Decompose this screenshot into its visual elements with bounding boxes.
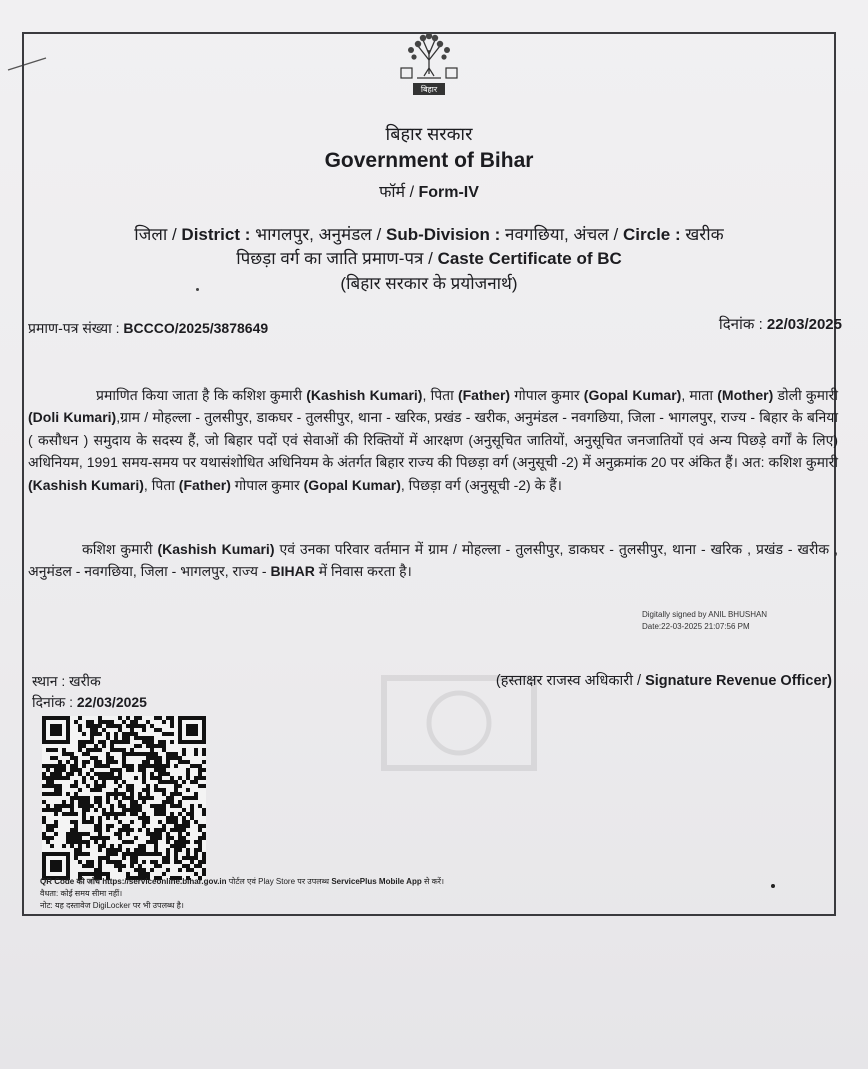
p2-text-c: एवं उनका परिवार वर्तमान में ग्राम / मोहल्ला - तुलसीपुर, डाकघर - तुलसीपुर, थाना - खरिक , प्रखंड - खरीक , अनुमंडल - नवगछिया, जिला - भागलपुर, राज्य -	[28, 541, 838, 580]
p1-text-i: डोली कुमारी	[773, 387, 839, 403]
p1-father-en-2: (Father)	[178, 476, 231, 493]
p1-name-en-2: (Kashish Kumari)	[28, 476, 144, 493]
certificate-title	[22, 246, 836, 269]
p1-text-q: , पिछड़ा वर्ग (अनुसूची -2) के हैं।	[400, 476, 562, 493]
certificate-number-label: प्रमाण-पत्र संख्या :	[28, 320, 120, 336]
p1-name-en: (Kashish Kumari)	[306, 387, 423, 403]
qr-code[interactable]	[42, 716, 206, 880]
certificate-purpose: (बिहार सरकार के प्रयोजनार्थ)	[340, 274, 518, 293]
qr-note-c: से करें।	[421, 877, 445, 886]
digital-signature	[642, 609, 767, 633]
certificate-number-value: BCCCO/2025/3878649	[123, 320, 269, 336]
signature-officer	[496, 670, 832, 690]
residence-paragraph	[28, 538, 838, 583]
circle-value: खरीक	[680, 225, 724, 244]
ink-dot-2	[771, 884, 775, 888]
p1-text-o: गोपाल कुमार	[230, 476, 304, 493]
certificate-date-value: 22/03/2025	[766, 316, 842, 333]
p2-text-a: कशिश कुमारी	[82, 541, 158, 557]
qr-url[interactable]: https://serviceonline.bihar.gov.in	[102, 877, 227, 886]
place-line	[32, 671, 147, 692]
place-date-block	[32, 671, 147, 713]
signature-label-hi: (हस्ताक्षर राजस्व अधिकारी /	[495, 673, 646, 689]
certificate-title-hi: पिछड़ा वर्ग का जाति प्रमाण-पत्र /	[236, 249, 438, 268]
p1-text-g: , माता	[681, 387, 718, 403]
location-line	[22, 222, 836, 245]
form-prefix: फॉर्म /	[379, 184, 419, 201]
qr-app-name: ServicePlus Mobile App	[331, 877, 422, 886]
digilocker-note: नोट: यह दस्तावेज DigiLocker पर भी उपलब्ध है।	[40, 901, 184, 910]
p2-name-en: (Kashish Kumari)	[157, 541, 275, 557]
validity-note: वैधता: कोई समय सीमा नहीं।	[40, 889, 123, 898]
form-name: Form-IV	[418, 184, 479, 201]
digital-signature-by: Digitally signed by ANIL BHUSHAN	[642, 610, 768, 619]
p1-father-name-en-2: (Gopal Kumar)	[303, 476, 401, 493]
p1-father-en: (Father)	[457, 387, 511, 403]
p1-text-e: गोपाल कुमार	[510, 387, 584, 403]
district-label-hi: जिला /	[134, 225, 182, 244]
district-value: भागलपुर,	[250, 225, 319, 244]
issue-date-line	[32, 692, 147, 713]
p1-father-name-en: (Gopal Kumar)	[583, 387, 682, 403]
footer-notes	[40, 876, 444, 912]
p1-text-a: प्रमाणित किया जाता है कि कशिश कुमारी	[96, 387, 307, 403]
emblem-label: बिहार	[420, 85, 438, 94]
issue-date-value: 22/03/2025	[73, 694, 147, 710]
issue-date-label: दिनांक :	[32, 694, 73, 710]
bihar-emblem-logo	[396, 30, 462, 98]
p1-mother-name-en: (Doli Kumari)	[28, 409, 117, 426]
form-title	[22, 180, 836, 202]
subdivision-label-en: Sub-Division :	[386, 225, 501, 244]
certificate-date-label: दिनांक :	[718, 316, 763, 333]
p2-state-en: BIHAR	[270, 563, 315, 580]
certificate-title-en: Caste Certificate of BC	[437, 249, 622, 268]
govt-hindi-title: बिहार सरकार	[385, 124, 473, 144]
govt-english-title: Government of Bihar	[324, 149, 534, 172]
certificate-number	[28, 319, 268, 338]
place-label: स्थान :	[32, 673, 66, 689]
district-label-en: District :	[181, 225, 251, 244]
qr-note-a: QR Code की जाँच	[40, 877, 103, 886]
p1-mother-en: (Mother)	[717, 387, 774, 403]
subdivision-label-hi: अनुमंडल /	[318, 225, 387, 244]
place-value: खरीक	[65, 673, 101, 689]
p2-text-e: में निवास करता है।	[314, 563, 412, 580]
subdivision-value: नवगछिया,	[500, 225, 574, 244]
certification-paragraph	[28, 384, 838, 496]
certificate-date	[719, 314, 842, 334]
signature-label-en: Signature Revenue Officer)	[645, 673, 832, 689]
ink-dot	[196, 288, 199, 291]
p1-text-c: , पिता	[422, 387, 458, 403]
qr-note-b: पोर्टल एवं Play Store पर उपलब्ध	[226, 877, 332, 886]
p1-text-k: ,ग्राम / मोहल्ला - तुलसीपुर, डाकघर - तुलसीपुर, थाना - खरिक, प्रखंड - खरीक, अनुमंडल - नवगछिया, जिला - भागलपुर, राज्य - बिहार के बनिया ( कसौधन ) समुदाय के सदस्य हैं, जो बिहार पदों एवं सेवाओं की रिक्तियों में आरक्षण (अनुसूचित जातियों, अनुसूचित जनजातियों एवं अन्य पिछड़े वर्गों के लिए) अधिनियम, 1991 समय-समय पर यथासंशोधित अधिनियम के अंतर्गत बिहार राज्य की पिछड़ा वर्ग (अनुसूची -2) में अनुक्रमांक 20 पर अंकित हैं। अत: कशिश कुमारी	[28, 409, 838, 471]
p1-text-m: , पिता	[143, 476, 179, 493]
circle-label-hi: अंचल /	[573, 225, 623, 244]
circle-label-en: Circle :	[623, 225, 681, 244]
qr-verification-note	[40, 876, 444, 888]
digital-signature-date: Date:22-03-2025 21:07:56 PM	[642, 622, 750, 631]
